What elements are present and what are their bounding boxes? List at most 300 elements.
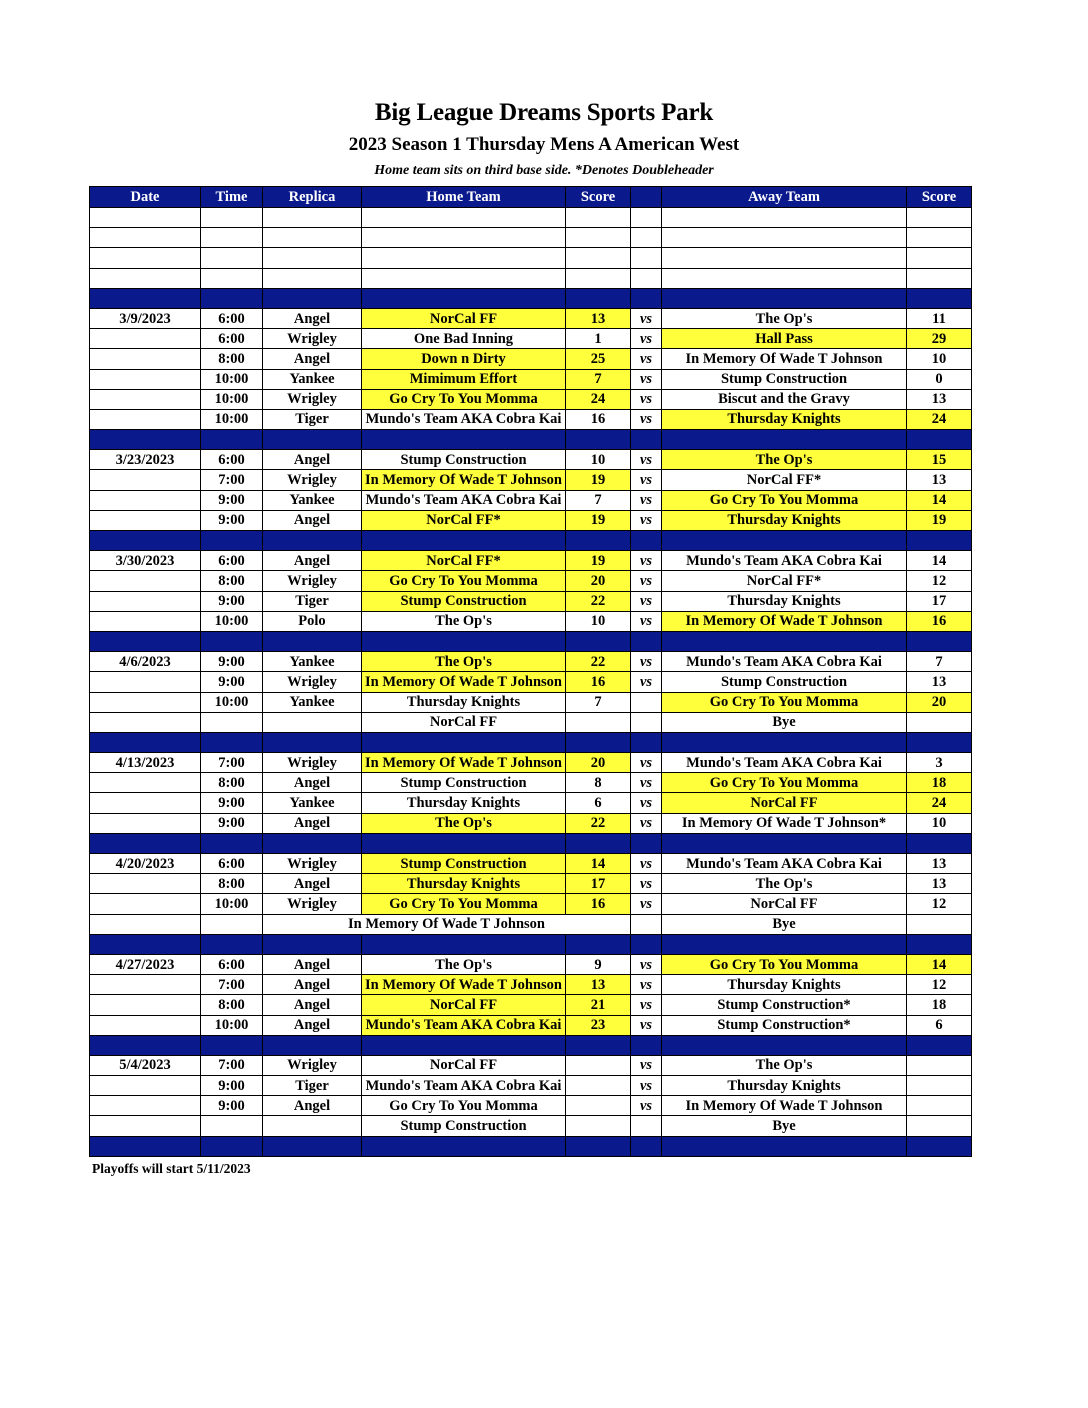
col-header-home-score: Score <box>566 187 631 208</box>
empty-cell <box>662 288 907 308</box>
table-row <box>90 954 972 974</box>
cell-date <box>90 1076 201 1096</box>
table-row <box>90 369 972 389</box>
cell-away-team: In Memory Of Wade T Johnson* <box>662 813 907 833</box>
cell-home-team: Stump Construction <box>362 773 566 793</box>
cell-away-team: The Op's <box>662 874 907 894</box>
cell-replica: Angel <box>263 874 362 894</box>
cell-date <box>90 712 201 732</box>
separator-row <box>90 1035 972 1055</box>
cell-date <box>90 773 201 793</box>
cell-home-score: 9 <box>566 954 631 974</box>
cell-home-score: 20 <box>566 753 631 773</box>
empty-cell <box>566 631 631 651</box>
empty-cell <box>201 732 263 752</box>
cell-away-score: 10 <box>907 349 972 369</box>
cell-home-team: Mundo's Team AKA Cobra Kai <box>362 490 566 510</box>
cell-away-score: 10 <box>907 813 972 833</box>
table-row <box>90 490 972 510</box>
empty-cell <box>662 430 907 450</box>
cell-away-team: NorCal FF <box>662 793 907 813</box>
cell-time: 9:00 <box>201 510 263 530</box>
cell-time: 7:00 <box>201 753 263 773</box>
separator-row <box>90 531 972 551</box>
cell-replica: Wrigley <box>263 894 362 914</box>
cell-date <box>90 995 201 1015</box>
cell-away-team: Mundo's Team AKA Cobra Kai <box>662 753 907 773</box>
cell-away-team: In Memory Of Wade T Johnson <box>662 349 907 369</box>
cell-replica: Wrigley <box>263 571 362 591</box>
col-header-replica: Replica <box>263 187 362 208</box>
empty-cell <box>907 631 972 651</box>
cell-time: 9:00 <box>201 672 263 692</box>
empty-cell <box>90 208 201 228</box>
cell-away-score: 18 <box>907 995 972 1015</box>
cell-away-score: 13 <box>907 470 972 490</box>
cell-date <box>90 571 201 591</box>
empty-cell <box>90 833 201 853</box>
empty-cell <box>907 248 972 268</box>
cell-home-score: 24 <box>566 389 631 409</box>
empty-cell <box>362 228 566 248</box>
empty-cell <box>90 248 201 268</box>
cell-away-score: 17 <box>907 591 972 611</box>
cell-replica: Angel <box>263 975 362 995</box>
cell-away-team: Stump Construction <box>662 672 907 692</box>
table-row <box>90 450 972 470</box>
cell-home-score: 22 <box>566 813 631 833</box>
table-row <box>90 914 972 934</box>
empty-cell <box>907 208 972 228</box>
cell-away-score <box>907 712 972 732</box>
cell-home-score: 7 <box>566 692 631 712</box>
cell-away-score: 12 <box>907 894 972 914</box>
col-header-vs <box>631 187 662 208</box>
col-header-away-team: Away Team <box>662 187 907 208</box>
cell-time: 6:00 <box>201 551 263 571</box>
table-row <box>90 1076 972 1096</box>
table-row <box>90 793 972 813</box>
separator-row <box>90 430 972 450</box>
cell-time: 8:00 <box>201 773 263 793</box>
cell-home-score: 13 <box>566 975 631 995</box>
table-row <box>90 329 972 349</box>
cell-time: 7:00 <box>201 470 263 490</box>
cell-replica: Angel <box>263 349 362 369</box>
cell-vs: vs <box>631 329 662 349</box>
cell-home-team: NorCal FF* <box>362 510 566 530</box>
cell-away-team: Stump Construction* <box>662 1015 907 1035</box>
cell-away-score: 13 <box>907 672 972 692</box>
empty-cell <box>263 631 362 651</box>
cell-time: 10:00 <box>201 389 263 409</box>
cell-away-score: 14 <box>907 954 972 974</box>
cell-time <box>201 712 263 732</box>
cell-home-team: Thursday Knights <box>362 793 566 813</box>
cell-home-score: 25 <box>566 349 631 369</box>
cell-replica: Angel <box>263 551 362 571</box>
cell-away-score: 3 <box>907 753 972 773</box>
cell-away-team: Mundo's Team AKA Cobra Kai <box>662 854 907 874</box>
empty-cell <box>362 248 566 268</box>
cell-date <box>90 813 201 833</box>
cell-away-team: Hall Pass <box>662 329 907 349</box>
cell-replica: Tiger <box>263 591 362 611</box>
cell-home-team: In Memory Of Wade T Johnson <box>362 672 566 692</box>
empty-cell <box>90 631 201 651</box>
table-row <box>90 308 972 328</box>
cell-replica: Wrigley <box>263 854 362 874</box>
cell-home-score: 7 <box>566 369 631 389</box>
cell-away-team: Go Cry To You Momma <box>662 692 907 712</box>
cell-vs: vs <box>631 389 662 409</box>
cell-vs: vs <box>631 954 662 974</box>
cell-date: 3/23/2023 <box>90 450 201 470</box>
cell-away-score: 18 <box>907 773 972 793</box>
empty-cell <box>90 1035 201 1055</box>
cell-date <box>90 389 201 409</box>
cell-replica: Wrigley <box>263 753 362 773</box>
cell-vs: vs <box>631 510 662 530</box>
cell-time: 9:00 <box>201 591 263 611</box>
cell-away-team: The Op's <box>662 450 907 470</box>
cell-away-team: Stump Construction <box>662 369 907 389</box>
cell-home-team: Mundo's Team AKA Cobra Kai <box>362 409 566 429</box>
cell-home-score: 22 <box>566 652 631 672</box>
cell-away-team: Thursday Knights <box>662 409 907 429</box>
empty-cell <box>263 288 362 308</box>
empty-cell <box>201 1035 263 1055</box>
cell-vs: vs <box>631 450 662 470</box>
schedule-table <box>89 186 972 1157</box>
cell-away-team: Thursday Knights <box>662 510 907 530</box>
cell-home-team: NorCal FF <box>362 1055 566 1075</box>
cell-home-team: In Memory Of Wade T Johnson <box>362 753 566 773</box>
empty-cell <box>907 732 972 752</box>
cell-vs: vs <box>631 1055 662 1075</box>
cell-away-score: 20 <box>907 692 972 712</box>
cell-vs: vs <box>631 753 662 773</box>
table-row <box>90 753 972 773</box>
cell-time: 9:00 <box>201 813 263 833</box>
cell-home-score: 6 <box>566 793 631 813</box>
empty-cell <box>566 430 631 450</box>
cell-time: 10:00 <box>201 409 263 429</box>
cell-replica: Angel <box>263 954 362 974</box>
empty-cell <box>631 208 662 228</box>
empty-cell <box>201 248 263 268</box>
cell-vs: vs <box>631 773 662 793</box>
table-header-row <box>90 187 972 208</box>
cell-home-team: Mundo's Team AKA Cobra Kai <box>362 1076 566 1096</box>
cell-away-score <box>907 1096 972 1116</box>
cell-home-team: NorCal FF* <box>362 551 566 571</box>
cell-vs: vs <box>631 470 662 490</box>
cell-home-score: 10 <box>566 450 631 470</box>
cell-away-score: 11 <box>907 308 972 328</box>
empty-cell <box>631 430 662 450</box>
cell-home-team: Stump Construction <box>362 854 566 874</box>
empty-cell <box>362 1136 566 1156</box>
empty-cell <box>201 1136 263 1156</box>
empty-cell <box>907 934 972 954</box>
table-row <box>90 510 972 530</box>
empty-cell <box>662 1136 907 1156</box>
table-row <box>90 712 972 732</box>
cell-away-score: 15 <box>907 450 972 470</box>
cell-date <box>90 369 201 389</box>
cell-vs: vs <box>631 894 662 914</box>
empty-cell <box>631 248 662 268</box>
empty-cell <box>362 732 566 752</box>
cell-time <box>201 914 263 934</box>
empty-cell <box>90 430 201 450</box>
table-row <box>90 349 972 369</box>
empty-cell <box>907 430 972 450</box>
cell-vs: vs <box>631 1096 662 1116</box>
cell-vs <box>631 914 662 934</box>
cell-vs: vs <box>631 652 662 672</box>
cell-time: 9:00 <box>201 652 263 672</box>
cell-date <box>90 1096 201 1116</box>
cell-away-team: Bye <box>662 1116 907 1136</box>
cell-time: 9:00 <box>201 1076 263 1096</box>
cell-away-score: 13 <box>907 389 972 409</box>
cell-away-score: 13 <box>907 874 972 894</box>
table-row <box>90 975 972 995</box>
cell-replica: Tiger <box>263 1076 362 1096</box>
cell-replica: Yankee <box>263 652 362 672</box>
empty-cell <box>566 208 631 228</box>
cell-time <box>201 1116 263 1136</box>
cell-home-team: Stump Construction <box>362 450 566 470</box>
cell-home-score: 19 <box>566 510 631 530</box>
empty-cell <box>907 1035 972 1055</box>
cell-vs: vs <box>631 611 662 631</box>
cell-date <box>90 894 201 914</box>
empty-cell <box>662 268 907 288</box>
cell-away-score: 12 <box>907 571 972 591</box>
empty-cell <box>263 1136 362 1156</box>
cell-away-team: Mundo's Team AKA Cobra Kai <box>662 652 907 672</box>
empty-cell <box>566 228 631 248</box>
empty-cell <box>263 208 362 228</box>
empty-cell <box>263 531 362 551</box>
cell-replica: Yankee <box>263 490 362 510</box>
empty-cell <box>907 833 972 853</box>
cell-home-score: 13 <box>566 308 631 328</box>
empty-cell <box>631 228 662 248</box>
cell-date <box>90 975 201 995</box>
empty-cell <box>566 531 631 551</box>
empty-cell <box>631 631 662 651</box>
cell-replica: Tiger <box>263 409 362 429</box>
cell-vs: vs <box>631 793 662 813</box>
cell-home-score <box>566 712 631 732</box>
separator-row <box>90 288 972 308</box>
empty-cell <box>631 1136 662 1156</box>
empty-row <box>90 208 972 228</box>
empty-cell <box>263 268 362 288</box>
empty-cell <box>566 1035 631 1055</box>
cell-vs: vs <box>631 591 662 611</box>
cell-home-score: 22 <box>566 591 631 611</box>
table-row <box>90 692 972 712</box>
empty-cell <box>90 1136 201 1156</box>
cell-home-team: Stump Construction <box>362 591 566 611</box>
cell-away-score <box>907 1116 972 1136</box>
cell-time: 8:00 <box>201 874 263 894</box>
cell-date <box>90 874 201 894</box>
col-header-home-team: Home Team <box>362 187 566 208</box>
empty-cell <box>90 288 201 308</box>
empty-cell <box>907 228 972 248</box>
table-row <box>90 874 972 894</box>
cell-date: 4/27/2023 <box>90 954 201 974</box>
table-row <box>90 389 972 409</box>
cell-away-score: 19 <box>907 510 972 530</box>
cell-home-team: Stump Construction <box>362 1116 566 1136</box>
cell-home-score <box>566 1076 631 1096</box>
cell-away-team: NorCal FF* <box>662 571 907 591</box>
cell-home-team: One Bad Inning <box>362 329 566 349</box>
cell-time: 6:00 <box>201 954 263 974</box>
table-row <box>90 591 972 611</box>
cell-away-score: 13 <box>907 854 972 874</box>
empty-cell <box>362 430 566 450</box>
cell-away-team: NorCal FF <box>662 894 907 914</box>
cell-home-score: 8 <box>566 773 631 793</box>
cell-date <box>90 591 201 611</box>
cell-replica: Angel <box>263 1096 362 1116</box>
cell-time: 8:00 <box>201 571 263 591</box>
cell-home-team: Down n Dirty <box>362 349 566 369</box>
empty-cell <box>631 732 662 752</box>
cell-date: 3/9/2023 <box>90 308 201 328</box>
empty-cell <box>566 934 631 954</box>
empty-cell <box>631 288 662 308</box>
cell-home-team: In Memory Of Wade T Johnson <box>263 914 631 934</box>
cell-away-team: The Op's <box>662 1055 907 1075</box>
empty-cell <box>662 1035 907 1055</box>
footer-note: Playoffs will start 5/11/2023 <box>92 1161 251 1176</box>
table-row <box>90 995 972 1015</box>
table-row <box>90 1116 972 1136</box>
cell-time: 7:00 <box>201 1055 263 1075</box>
empty-cell <box>362 934 566 954</box>
cell-home-team: Mimimum Effort <box>362 369 566 389</box>
cell-home-team: NorCal FF <box>362 308 566 328</box>
empty-cell <box>90 228 201 248</box>
cell-vs: vs <box>631 854 662 874</box>
empty-cell <box>362 631 566 651</box>
cell-vs: vs <box>631 874 662 894</box>
cell-date <box>90 793 201 813</box>
cell-date <box>90 349 201 369</box>
cell-replica: Wrigley <box>263 329 362 349</box>
cell-home-team: Thursday Knights <box>362 692 566 712</box>
empty-cell <box>907 1136 972 1156</box>
table-row <box>90 773 972 793</box>
cell-away-team: Go Cry To You Momma <box>662 490 907 510</box>
cell-home-score: 1 <box>566 329 631 349</box>
cell-away-team: NorCal FF* <box>662 470 907 490</box>
cell-vs: vs <box>631 308 662 328</box>
cell-home-team: The Op's <box>362 813 566 833</box>
cell-away-team: Bye <box>662 712 907 732</box>
empty-cell <box>662 934 907 954</box>
cell-time: 8:00 <box>201 349 263 369</box>
cell-replica: Yankee <box>263 692 362 712</box>
empty-cell <box>201 934 263 954</box>
cell-away-score: 0 <box>907 369 972 389</box>
cell-home-team: NorCal FF <box>362 712 566 732</box>
cell-date: 4/6/2023 <box>90 652 201 672</box>
cell-home-score: 14 <box>566 854 631 874</box>
cell-time: 9:00 <box>201 490 263 510</box>
empty-cell <box>631 934 662 954</box>
cell-home-score: 19 <box>566 470 631 490</box>
cell-time: 9:00 <box>201 793 263 813</box>
cell-home-team: Mundo's Team AKA Cobra Kai <box>362 1015 566 1035</box>
cell-vs: vs <box>631 551 662 571</box>
cell-date <box>90 611 201 631</box>
cell-vs: vs <box>631 813 662 833</box>
cell-replica: Angel <box>263 813 362 833</box>
empty-cell <box>662 833 907 853</box>
cell-date <box>90 914 201 934</box>
cell-home-score <box>566 1116 631 1136</box>
cell-away-team: Bye <box>662 914 907 934</box>
cell-time: 10:00 <box>201 1015 263 1035</box>
table-row <box>90 470 972 490</box>
cell-replica: Yankee <box>263 369 362 389</box>
cell-time: 10:00 <box>201 894 263 914</box>
empty-row <box>90 228 972 248</box>
col-header-time: Time <box>201 187 263 208</box>
cell-replica: Wrigley <box>263 1055 362 1075</box>
separator-row <box>90 732 972 752</box>
cell-vs <box>631 712 662 732</box>
cell-vs: vs <box>631 995 662 1015</box>
cell-home-team: The Op's <box>362 954 566 974</box>
separator-row <box>90 631 972 651</box>
cell-replica: Angel <box>263 450 362 470</box>
empty-cell <box>362 288 566 308</box>
cell-vs: vs <box>631 369 662 389</box>
cell-home-team: Go Cry To You Momma <box>362 894 566 914</box>
cell-home-score <box>566 1096 631 1116</box>
empty-cell <box>201 288 263 308</box>
cell-home-score: 16 <box>566 894 631 914</box>
table-row <box>90 551 972 571</box>
cell-time: 9:00 <box>201 1096 263 1116</box>
cell-date <box>90 1015 201 1035</box>
table-row <box>90 1055 972 1075</box>
empty-row <box>90 268 972 288</box>
cell-replica: Angel <box>263 510 362 530</box>
cell-vs: vs <box>631 490 662 510</box>
empty-cell <box>631 268 662 288</box>
cell-away-team: The Op's <box>662 308 907 328</box>
table-row <box>90 894 972 914</box>
cell-replica: Angel <box>263 308 362 328</box>
empty-cell <box>907 268 972 288</box>
cell-home-team: The Op's <box>362 611 566 631</box>
cell-replica <box>263 712 362 732</box>
empty-row <box>90 248 972 268</box>
empty-cell <box>566 248 631 268</box>
